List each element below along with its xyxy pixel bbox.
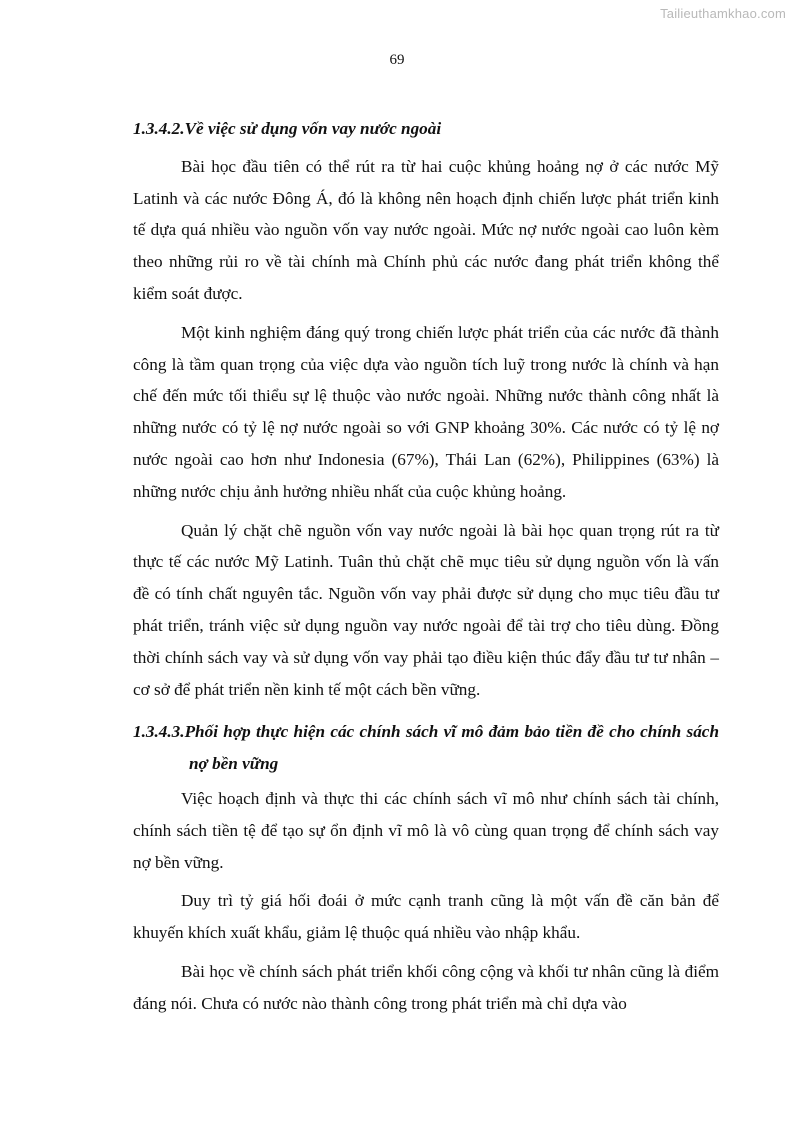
paragraph: Bài học đầu tiên có thể rút ra từ hai cuộc khủng hoảng nợ ở các nước Mỹ Latinh và các nước Đông Á, đó là không nên hoạch định chiến lược phát triển kinh tế dựa quá nhiều vào nguồn vốn vay nước ngoài. Mức nợ nước ngoài cao luôn kèm theo những rủi ro về tài chính mà Chính phủ các nước đang phát triển không thể kiểm soát được. xyxy=(133,156,719,303)
document-body xyxy=(133,113,719,1027)
section-heading-1-3-4-2: 1.3.4.2.Về việc sử dụng vốn vay nước ngoài xyxy=(133,119,442,138)
paragraph: Quản lý chặt chẽ nguồn vốn vay nước ngoài là bài học quan trọng rút ra từ thực tế các nước Mỹ Latinh. Tuân thủ chặt chẽ mục tiêu sử dụng nguồn vốn là vấn đề có tính chất nguyên tắc. Nguồn vốn vay phải được sử dụng cho mục tiêu đầu tư phát triển, tránh việc sử dụng nguồn vay nước ngoài để tài trợ cho tiêu dùng. Đồng thời chính sách vay và sử dụng vốn vay phải tạo điều kiện thúc đẩy đầu tư tư nhân – cơ sở để phát triển nền kinh tế một cách bền vững. xyxy=(133,520,719,699)
paragraph: Duy trì tỷ giá hối đoái ở mức cạnh tranh cũng là một vấn đề căn bản để khuyến khích xuất khẩu, giảm lệ thuộc quá nhiều vào nhập khẩu. xyxy=(133,891,719,943)
page-number: 69 xyxy=(389,52,405,68)
paragraph: Việc hoạch định và thực thi các chính sách vĩ mô như chính sách tài chính, chính sách tiền tệ để tạo sự ổn định vĩ mô là vô cùng quan trọng để chính sách vay nợ bền vững. xyxy=(133,788,719,872)
paragraph: Một kinh nghiệm đáng quý trong chiến lược phát triển của các nước đã thành công là tầm quan trọng của việc dựa vào nguồn tích luỹ trong nước là chính và hạn chế đến mức tối thiểu sự lệ thuộc vào nước ngoài. Những nước thành công nhất là những nước có tỷ lệ nợ nước ngoài so với GNP khoảng 30%. Các nước có tỷ lệ nợ nước ngoài cao hơn như Indonesia (67%), Thái Lan (62%), Philippines (63%) là những nước chịu ảnh hưởng nhiều nhất của cuộc khủng hoảng. xyxy=(133,322,719,501)
paragraph: Bài học về chính sách phát triển khối công cộng và khối tư nhân cũng là điểm đáng nói. Chưa có nước nào thành công trong phát triển mà chỉ dựa vào xyxy=(133,961,719,1013)
watermark: Tailieuthamkhao.com xyxy=(660,6,786,21)
section-heading-1-3-4-3: 1.3.4.3.Phối hợp thực hiện các chính sách vĩ mô đảm bảo tiền đề cho chính sách nợ bền vững xyxy=(133,722,719,774)
